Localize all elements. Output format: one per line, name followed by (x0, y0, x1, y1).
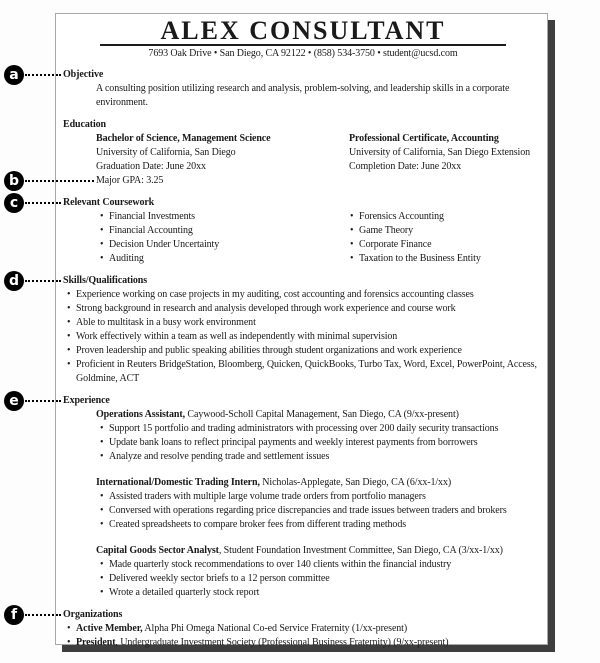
list-item: • Corporate Finance (359, 238, 543, 252)
education-columns (96, 132, 543, 188)
org-role: President (76, 637, 116, 648)
job-company: Nicholas-Applegate, San Diego, CA (6/xx-1/xx) (259, 477, 452, 488)
callout-letter-badge: b (4, 171, 24, 191)
list-item: • Decision Under Uncertainty (109, 238, 346, 252)
list-item: • Strong background in research and analysis developed through work experience and course work (76, 302, 543, 316)
dotted-leader-line (25, 280, 61, 282)
dotted-leader-line (25, 202, 61, 204)
list-item: • Financial Investments (109, 210, 346, 224)
list-item: • Wrote a detailed quarterly stock report (109, 586, 543, 600)
objective-text: A consulting position utilizing research and analysis, problem-solving, and leadership skills in a corporate environment. (96, 83, 510, 108)
org-detail: , Undergraduate Investment Society (Professional Business Fraternity) (9/xx-present) (115, 637, 449, 648)
education-heading: Education (63, 119, 107, 130)
section-education (63, 118, 543, 188)
coursework-list-right (346, 210, 543, 266)
job-company: Caywood-Scholl Capital Management, San Diego, CA (9/xx-present) (185, 409, 459, 420)
callout-marker-a (4, 65, 61, 85)
section-skills (63, 274, 543, 386)
org-detail: Alpha Phi Omega National Co-ed Service Fraternity (1/xx-present) (142, 623, 408, 634)
callout-letter-badge: e (4, 391, 24, 411)
education-gpa: Major GPA: 3.25 (96, 175, 164, 186)
list-item: • Analyze and resolve pending trade and settlement issues (109, 450, 543, 464)
job-bullets (96, 422, 543, 464)
job-bullets (96, 558, 543, 600)
list-item: • Support 15 portfolio and trading administrators with processing over 200 daily security transactions (109, 422, 543, 436)
job-entry (96, 476, 543, 532)
education-degree-1 (96, 132, 349, 188)
education-school: University of California, San Diego (96, 147, 236, 158)
dotted-leader-line (25, 400, 61, 402)
list-item: • Game Theory (359, 224, 543, 238)
callout-letter-badge: a (4, 65, 24, 85)
job-title: Capital Goods Sector Analyst (96, 545, 219, 556)
job-title-line (96, 476, 543, 490)
list-item: • Proven leadership and public speaking abilities through student organizations and work experience (76, 344, 543, 358)
section-organizations (63, 608, 543, 650)
contact-line: 7693 Oak Drive • San Diego, CA 92122 • (858) 534-3750 • student@ucsd.com (148, 48, 458, 59)
coursework-columns (96, 210, 543, 266)
callout-marker-d (4, 271, 61, 291)
list-item: • Delivered weekly sector briefs to a 12 person committee (109, 572, 543, 586)
list-item: • Experience working on case projects in my auditing, cost accounting and forensics accounting classes (76, 288, 543, 302)
coursework-heading: Relevant Coursework (63, 197, 155, 208)
skills-list (63, 288, 543, 386)
job-company: , Student Foundation Investment Committee, San Diego, CA (3/xx-1/xx) (218, 545, 503, 556)
resume-page (55, 13, 548, 648)
dotted-leader-line (25, 614, 61, 616)
list-item: • Taxation to the Business Entity (359, 252, 543, 266)
education-degree-title: Bachelor of Science, Management Science (96, 133, 271, 144)
education-school: University of California, San Diego Extension (349, 147, 531, 158)
list-item: • Made quarterly stock recommendations to over 140 clients within the financial industry (109, 558, 543, 572)
job-title-line (96, 408, 543, 422)
education-date: Completion Date: June 20xx (349, 161, 462, 172)
list-item: • Conversed with operations regarding price discrepancies and trade issues between traders and brokers (109, 504, 543, 518)
job-title: Operations Assistant, (96, 409, 186, 420)
job-title: International/Domestic Trading Intern, (96, 477, 260, 488)
dotted-leader-line (25, 180, 94, 182)
job-entry (96, 408, 543, 464)
organizations-list (63, 622, 543, 650)
list-item: • Auditing (109, 252, 346, 266)
list-item: • Created spreadsheets to compare broker fees from different trading methods (109, 518, 543, 532)
callout-letter-badge: c (4, 193, 24, 213)
list-item: • Work effectively within a team as well as independently with minimal supervision (76, 330, 543, 344)
section-experience (63, 394, 543, 600)
education-degree-2 (349, 132, 543, 188)
organizations-heading: Organizations (63, 609, 123, 620)
coursework-list-left (96, 210, 346, 266)
education-date: Graduation Date: June 20xx (96, 161, 206, 172)
job-entry (96, 544, 543, 600)
callout-marker-c (4, 193, 61, 213)
callout-marker-e (4, 391, 61, 411)
skills-heading: Skills/Qualifications (63, 275, 148, 286)
list-item: • Update bank loans to reflect principal payments and weekly interest payments from borrowers (109, 436, 543, 450)
callout-marker-f (4, 605, 61, 625)
section-objective (63, 68, 543, 110)
callout-marker-b (4, 171, 94, 191)
experience-heading: Experience (63, 395, 110, 406)
list-item: • Assisted traders with multiple large volume trade orders from portfolio managers (109, 490, 543, 504)
job-bullets (96, 490, 543, 532)
resume-name: ALEX CONSULTANT (160, 16, 446, 45)
list-item: • Able to multitask in a busy work environment (76, 316, 543, 330)
section-coursework (63, 196, 543, 266)
org-role: Active Member, (76, 623, 143, 634)
list-item: • Forensics Accounting (359, 210, 543, 224)
list-item (76, 636, 543, 650)
education-degree-title: Professional Certificate, Accounting (349, 133, 499, 144)
callout-letter-badge: f (4, 605, 24, 625)
callout-letter-badge: d (4, 271, 24, 291)
list-item (76, 622, 543, 636)
list-item: • Proficient in Reuters BridgeStation, Bloomberg, Quicken, QuickBooks, Turbo Tax, Word, Excel, PowerPoint, Access, Goldmine, ACT (76, 358, 543, 386)
job-title-line (96, 544, 543, 558)
objective-heading: Objective (63, 69, 104, 80)
list-item: • Financial Accounting (109, 224, 346, 238)
dotted-leader-line (25, 74, 61, 76)
